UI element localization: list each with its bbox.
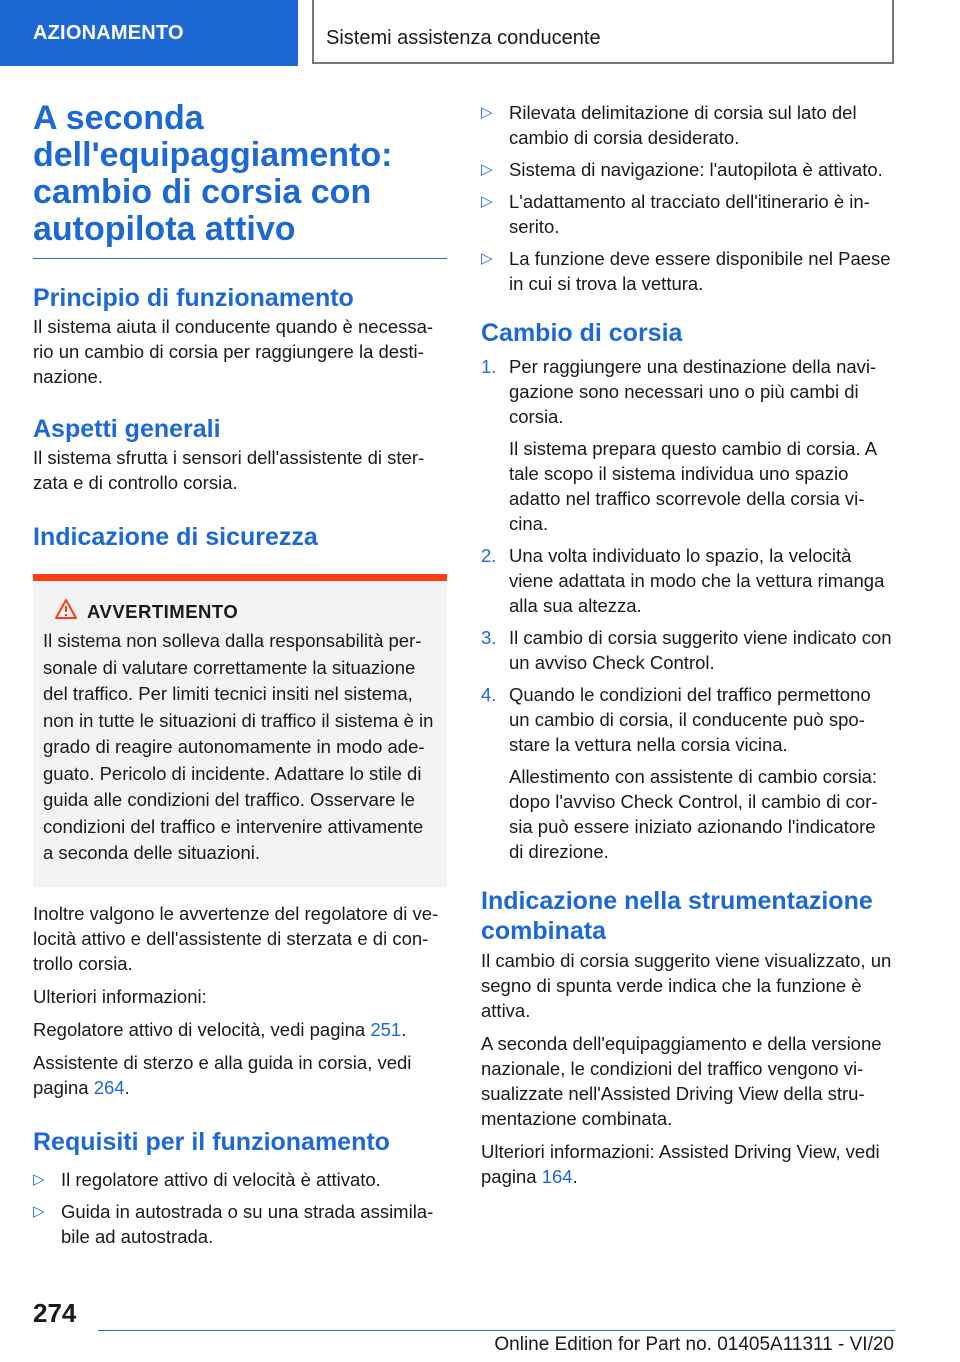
list-item bbox=[481, 246, 895, 296]
list-item-text: Sistema di navigazione: l'autopilota è attivato. bbox=[509, 159, 883, 180]
list-item bbox=[33, 1167, 447, 1192]
step-extra: Allestimento con assistente di cambio corsia: dopo l'avviso Check Control, il cambio di corsia può essere iniziato azionando l'indicatore di direzione. bbox=[509, 766, 878, 862]
right-column bbox=[481, 100, 895, 1189]
step-item bbox=[481, 354, 895, 536]
section-tab: AZIONAMENTO bbox=[0, 0, 298, 66]
step-item bbox=[481, 625, 895, 675]
step-text: Per raggiungere una destinazione della navigazione sono necessari uno o più cambi di corsia. bbox=[509, 356, 877, 427]
list-item-text: Guida in autostrada o su una strada assimilabile ad autostrada. bbox=[61, 1200, 434, 1247]
list-item-text: La funzione deve essere disponibile nel Paese in cui si trova la vettura. bbox=[509, 248, 891, 294]
list-item-text: Rilevata delimitazione di corsia sul lato del cambio di corsia desiderato. bbox=[509, 102, 857, 148]
page-number: 274 bbox=[33, 1298, 77, 1328]
step-text: Il cambio di corsia suggerito viene indicato con un avviso Check Control. bbox=[509, 627, 892, 673]
heading-requisiti: Requisiti per il funzionamento bbox=[33, 1127, 390, 1156]
step-number: 3. bbox=[481, 627, 497, 648]
paragraph-aspetti: Il sistema sfrutta i sensori dell'assistente di sterzata e di controllo corsia. bbox=[33, 447, 425, 493]
warning-box bbox=[33, 574, 447, 887]
warning-text: Il sistema non solleva dalla responsabilità personale di valutare correttamente la situazione del traffico. Per limiti tecnici insiti nel sistema, non in tutte le situazioni di traffico il sistema è in grado di reagire autonomamente in modo adeguato. Pericolo di incidente. Adattare lo stile di guida alle condizioni del traffico. Osservare le condizioni del traffico e intervenire attivamente a seconda delle situazioni. bbox=[43, 630, 434, 863]
bullet-triangle-icon: ▷ bbox=[33, 1202, 45, 1220]
requirements-list bbox=[33, 1167, 447, 1249]
step-number: 2. bbox=[481, 545, 497, 566]
step-item bbox=[481, 682, 895, 864]
page-header bbox=[0, 0, 960, 66]
bullet-triangle-icon: ▷ bbox=[481, 250, 493, 267]
page-link-251[interactable]: 251 bbox=[370, 1018, 402, 1040]
steps-list bbox=[481, 354, 895, 864]
bullet-triangle-icon: ▷ bbox=[481, 161, 493, 178]
step-extra: Il sistema prepara questo cambio di corsia. A tale scopo il sistema individua uno spazio adatto nel traffico scorrevole della corsia vicina. bbox=[509, 438, 877, 534]
bullet-triangle-icon: ▷ bbox=[481, 104, 493, 121]
heading-cambio-corsia: Cambio di corsia bbox=[481, 319, 683, 347]
reference-assistente bbox=[33, 1050, 447, 1100]
paragraph-avvertenze: Inoltre valgono le avvertenze del regolatore di velocità attivo e dell'assistente di sterzata e di controllo corsia. bbox=[33, 902, 439, 974]
paragraph-more-info: Ulteriori informazioni: bbox=[33, 985, 207, 1007]
reference-text: Assistente di sterzo e alla guida in corsia, vedi pagina bbox=[33, 1051, 412, 1098]
footer-divider bbox=[98, 1330, 895, 1331]
list-item bbox=[481, 189, 895, 239]
step-text: Quando le condizioni del traffico permettono un cambio di corsia, il conducente può spostare la vettura nella corsia vicina. bbox=[509, 684, 871, 755]
requirements-list-continued bbox=[481, 100, 895, 296]
footer-edition: Online Edition for Part no. 01405A11311 - VI/20 bbox=[494, 1334, 894, 1355]
reference-text: Ulteriori informazioni: Assisted Driving View, vedi pagina bbox=[481, 1141, 880, 1187]
warning-title: AVVERTIMENTO bbox=[87, 600, 239, 622]
heading-sicurezza: Indicazione di sicurezza bbox=[33, 523, 318, 551]
paragraph-principio: Il sistema aiuta il conducente quando è necessario un cambio di corsia per raggiungere la destinazione. bbox=[33, 316, 434, 387]
left-column bbox=[33, 100, 447, 1256]
heading-aspetti: Aspetti generali bbox=[33, 415, 221, 443]
warning-triangle-icon bbox=[55, 599, 77, 624]
step-text: Una volta individuato lo spazio, la velocità viene adattata in modo che la vettura rimanga alla sua altezza. bbox=[509, 545, 885, 616]
warning-header bbox=[43, 599, 437, 624]
list-item bbox=[481, 100, 895, 150]
list-item bbox=[481, 157, 895, 182]
page-link-264[interactable]: 264 bbox=[93, 1076, 125, 1098]
bullet-triangle-icon: ▷ bbox=[33, 1170, 45, 1188]
list-item bbox=[33, 1199, 447, 1249]
reference-assisted-view bbox=[481, 1139, 895, 1189]
list-item-text: Il regolatore attivo di velocità è attivato. bbox=[61, 1168, 381, 1190]
paragraph-visualizzato: Il cambio di corsia suggerito viene visualizzato, un segno di spunta verde indica che la funzione è attiva. bbox=[481, 950, 892, 1021]
page-title: A seconda dell'equipaggiamento: cambio di corsia con autopilota attivo bbox=[33, 100, 447, 259]
step-number: 1. bbox=[481, 356, 497, 377]
reference-text: Regolatore attivo di velocità, vedi pagina bbox=[33, 1018, 371, 1040]
heading-principio: Principio di funzionamento bbox=[33, 284, 354, 312]
reference-end: . bbox=[572, 1166, 578, 1187]
reference-regolatore bbox=[33, 1017, 447, 1042]
step-number: 4. bbox=[481, 684, 497, 705]
chapter-title: Sistemi assistenza conducente bbox=[312, 0, 894, 64]
page-link-164[interactable]: 164 bbox=[541, 1166, 573, 1187]
list-item-text: L'adattamento al tracciato dell'itinerario è inserito. bbox=[509, 191, 870, 237]
paragraph-equipaggiamento: A seconda dell'equipaggiamento e della versione nazionale, le condizioni del traffico vengono visualizzate nell'Assisted Driving View della strumentazione combinata. bbox=[481, 1033, 882, 1129]
heading-strumentazione: Indicazione nella strumentazione combinata bbox=[481, 887, 873, 945]
bullet-triangle-icon: ▷ bbox=[481, 193, 493, 210]
reference-end: . bbox=[124, 1076, 130, 1098]
reference-end: . bbox=[401, 1018, 407, 1040]
step-item bbox=[481, 543, 895, 618]
